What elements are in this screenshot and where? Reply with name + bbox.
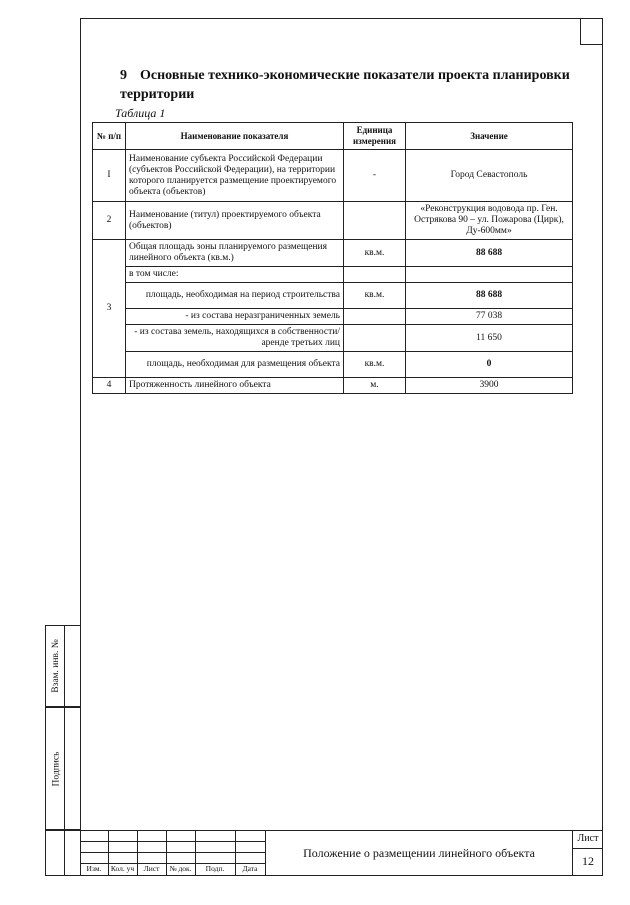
row-unit: кв.м. — [344, 240, 406, 267]
sheet-number: 12 — [582, 854, 594, 868]
section-title: Основные технико-экономические показатели проекта планировки территории — [120, 68, 570, 102]
sheet-box — [572, 830, 603, 876]
row-num: 2 — [93, 202, 126, 240]
row-name: в том числе: — [126, 267, 344, 283]
row-unit — [344, 202, 406, 240]
rev-header: Подп. — [205, 864, 225, 873]
table-row — [93, 283, 573, 309]
row-name: Общая площадь зоны планируемого размещения линейного объекта (кв.м.) — [126, 240, 344, 267]
row-name: Наименование (титул) проектируемого объекта (объектов) — [126, 202, 344, 240]
section-number: 9 — [120, 68, 127, 83]
rev-header: Кол. уч — [110, 864, 135, 873]
row-name: Наименование субъекта Российской Федерации (субъектов Российской Федерации), на территории которого планируется размещение проектируемого объекта (объектов) — [126, 150, 344, 202]
table-row — [93, 352, 573, 378]
revision-grid — [80, 830, 265, 876]
section-heading — [120, 66, 595, 104]
row-name: Протяженность линейного объекта — [126, 378, 344, 394]
podpis-label: Подпись — [51, 751, 62, 786]
table-row — [93, 267, 573, 283]
table-caption: Таблица 1 — [115, 106, 166, 120]
rev-header: Лист — [143, 864, 160, 873]
row-name: - из состава земель, находящихся в собственности/аренде третьих лиц — [126, 325, 344, 352]
row-unit: - — [344, 150, 406, 202]
row-unit: кв.м. — [344, 352, 406, 378]
row-value: 11 650 — [406, 325, 573, 352]
table-row — [93, 309, 573, 325]
table-row — [93, 202, 573, 240]
title-block — [80, 830, 603, 876]
table-row — [93, 150, 573, 202]
margin-stamp-vzam — [45, 625, 80, 707]
rev-header: № док. — [169, 864, 192, 873]
table-row — [93, 325, 573, 352]
table-row — [93, 240, 573, 267]
header-name: Наименование показателя — [126, 123, 344, 150]
row-unit: м. — [344, 378, 406, 394]
row-unit — [344, 309, 406, 325]
vzam-inv-label: Взам. инв. № — [51, 639, 62, 693]
row-unit — [344, 325, 406, 352]
row-value: 0 — [406, 352, 573, 378]
row-num: 4 — [93, 378, 126, 394]
row-name: площадь, необходимая для размещения объекта — [126, 352, 344, 378]
row-value: «Реконструкция водовода пр. Ген. Острякова 90 – ул. Пожарова (Цирк), Ду-600мм» — [406, 202, 573, 240]
table-row — [93, 378, 573, 394]
header-value: Значение — [406, 123, 573, 150]
indicators-table — [92, 122, 573, 394]
row-value: 88 688 — [406, 283, 573, 309]
row-value: Город Севастополь — [406, 150, 573, 202]
sheet-label: Лист — [577, 833, 599, 844]
header-num: № п/п — [93, 123, 126, 150]
row-value: 3900 — [406, 378, 573, 394]
row-value: 77 038 — [406, 309, 573, 325]
margin-stamp-podpis — [45, 707, 80, 830]
corner-box — [580, 18, 603, 45]
header-unit: Единица измерения — [344, 123, 406, 150]
row-num: I — [93, 150, 126, 202]
rev-header: Дата — [242, 864, 258, 873]
row-name: площадь, необходимая на период строительства — [126, 283, 344, 309]
row-name: - из состава неразграниченных земель — [126, 309, 344, 325]
row-value: 88 688 — [406, 240, 573, 267]
row-unit: кв.м. — [344, 283, 406, 309]
table-header-row — [93, 123, 573, 150]
row-num: 3 — [93, 240, 126, 378]
margin-stamp-lower — [45, 830, 80, 876]
document-title: Положение о размещении линейного объекта — [303, 845, 535, 860]
rev-header: Изм. — [86, 864, 102, 873]
